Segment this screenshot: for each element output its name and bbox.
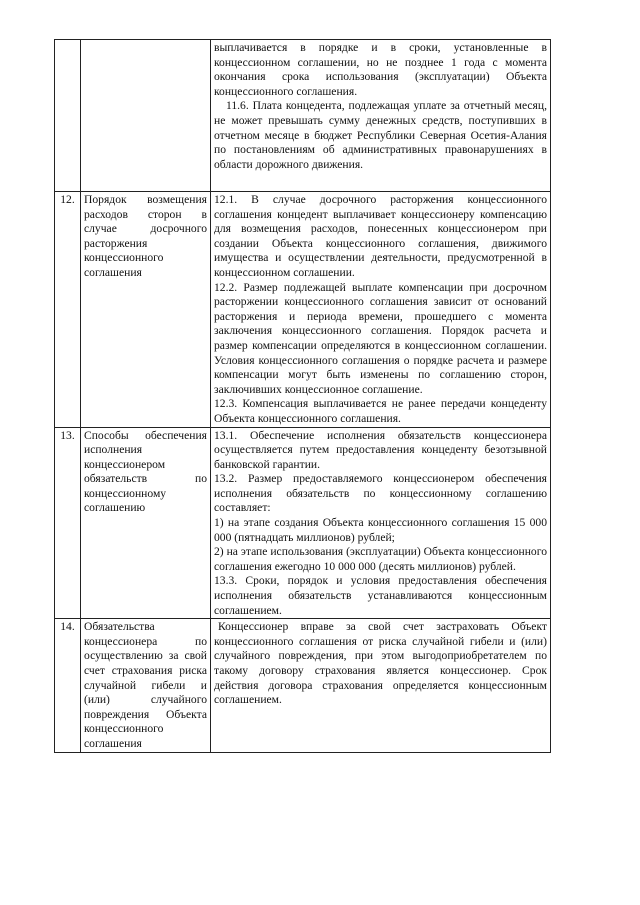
row-title: Способы обеспечения исполнения концессионером обязательств по концессионному соглашению: [81, 427, 211, 619]
row-title: Обязательства концессионера по осуществлению за свой счет страхования риска случайной гибели и (или) случайного повреждения Объекта концессионного соглашения: [81, 619, 211, 752]
paragraph: 13.1. Обеспечение исполнения обязательств концессионера осуществляется путем предоставления концеденту безотзывной банковской гарантии.: [214, 428, 547, 471]
row-body: [211, 427, 551, 619]
paragraph: 12.1. В случае досрочного расторжения концессионного соглашения концедент выплачивает концессионеру компенсацию для возмещения расходов, понесенных концессионером при создании Объекта концессионного соглашения, движимого имущества и осуществлении деятельности, предусмотренной в концессионном соглашении.: [214, 193, 547, 279]
row-body: [211, 192, 551, 428]
paragraph: 12.3. Компенсация выплачивается не ранее передачи концеденту Объекта концессионного соглашения.: [214, 397, 547, 425]
row-number: 13.: [55, 427, 81, 619]
paragraph: 13.3. Сроки, порядок и условия предоставления обеспечения исполнения обязательств устанавливаются концессионным соглашением.: [214, 574, 547, 617]
table-row: [55, 192, 551, 428]
row-number: [55, 40, 81, 192]
row-body: [211, 40, 551, 192]
paragraph: 2) на этапе использования (эксплуатации) Объекта концессионного соглашения ежегодно 10 000 000 (десять миллионов) рублей.: [214, 545, 547, 573]
table-row: [55, 40, 551, 192]
paragraph: Концессионер вправе за свой счет застраховать Объект концессионного соглашения от риска случайной гибели и (или) случайного повреждения, при этом выгодоприобретателем по такому договору страхования является концессионер. Срок действия договора страхования определяется концессионным соглашением.: [214, 620, 547, 707]
paragraph: 13.2. Размер предоставляемого концессионером обеспечения исполнения обязательств по концессионному соглашению составляет:: [214, 472, 547, 515]
table-row: [55, 427, 551, 619]
row-title: Порядок возмещения расходов сторон в случае досрочного расторжения концессионного соглашения: [81, 192, 211, 428]
paragraph: выплачивается в порядке и в сроки, установленные в концессионном соглашении, но не позднее 1 года с момента окончания срока использования (эксплуатации) Объекта концессионного соглашения.: [214, 41, 547, 98]
row-title: [81, 40, 211, 192]
document-table: [54, 39, 551, 753]
row-number: 12.: [55, 192, 81, 428]
paragraph: 1) на этапе создания Объекта концессионного соглашения 15 000 000 (пятнадцать миллионов) рублей;: [214, 516, 547, 544]
paragraph: 11.6. Плата концедента, подлежащая уплате за отчетный месяц, не может превышать сумму денежных средств, поступивших в отчетном месяце в бюджет Республики Северная Осетия-Алания по постановлениям об административных правонарушениях в области дорожного движения.: [214, 99, 547, 171]
row-body: [211, 619, 551, 752]
row-number: 14.: [55, 619, 81, 752]
paragraph: 12.2. Размер подлежащей выплате компенсации при досрочном расторжении концессионного соглашения зависит от оснований расторжения и периода времени, прошедшего с момента заключения концессионного соглашения. Порядок расчета и размер компенсации определяются в концессионном соглашении. Условия концессионного соглашения о порядке расчета и размере компенсации могут быть изменены по соглашению сторон, заключивших концессионное соглашение.: [214, 280, 547, 396]
table-row: [55, 619, 551, 752]
